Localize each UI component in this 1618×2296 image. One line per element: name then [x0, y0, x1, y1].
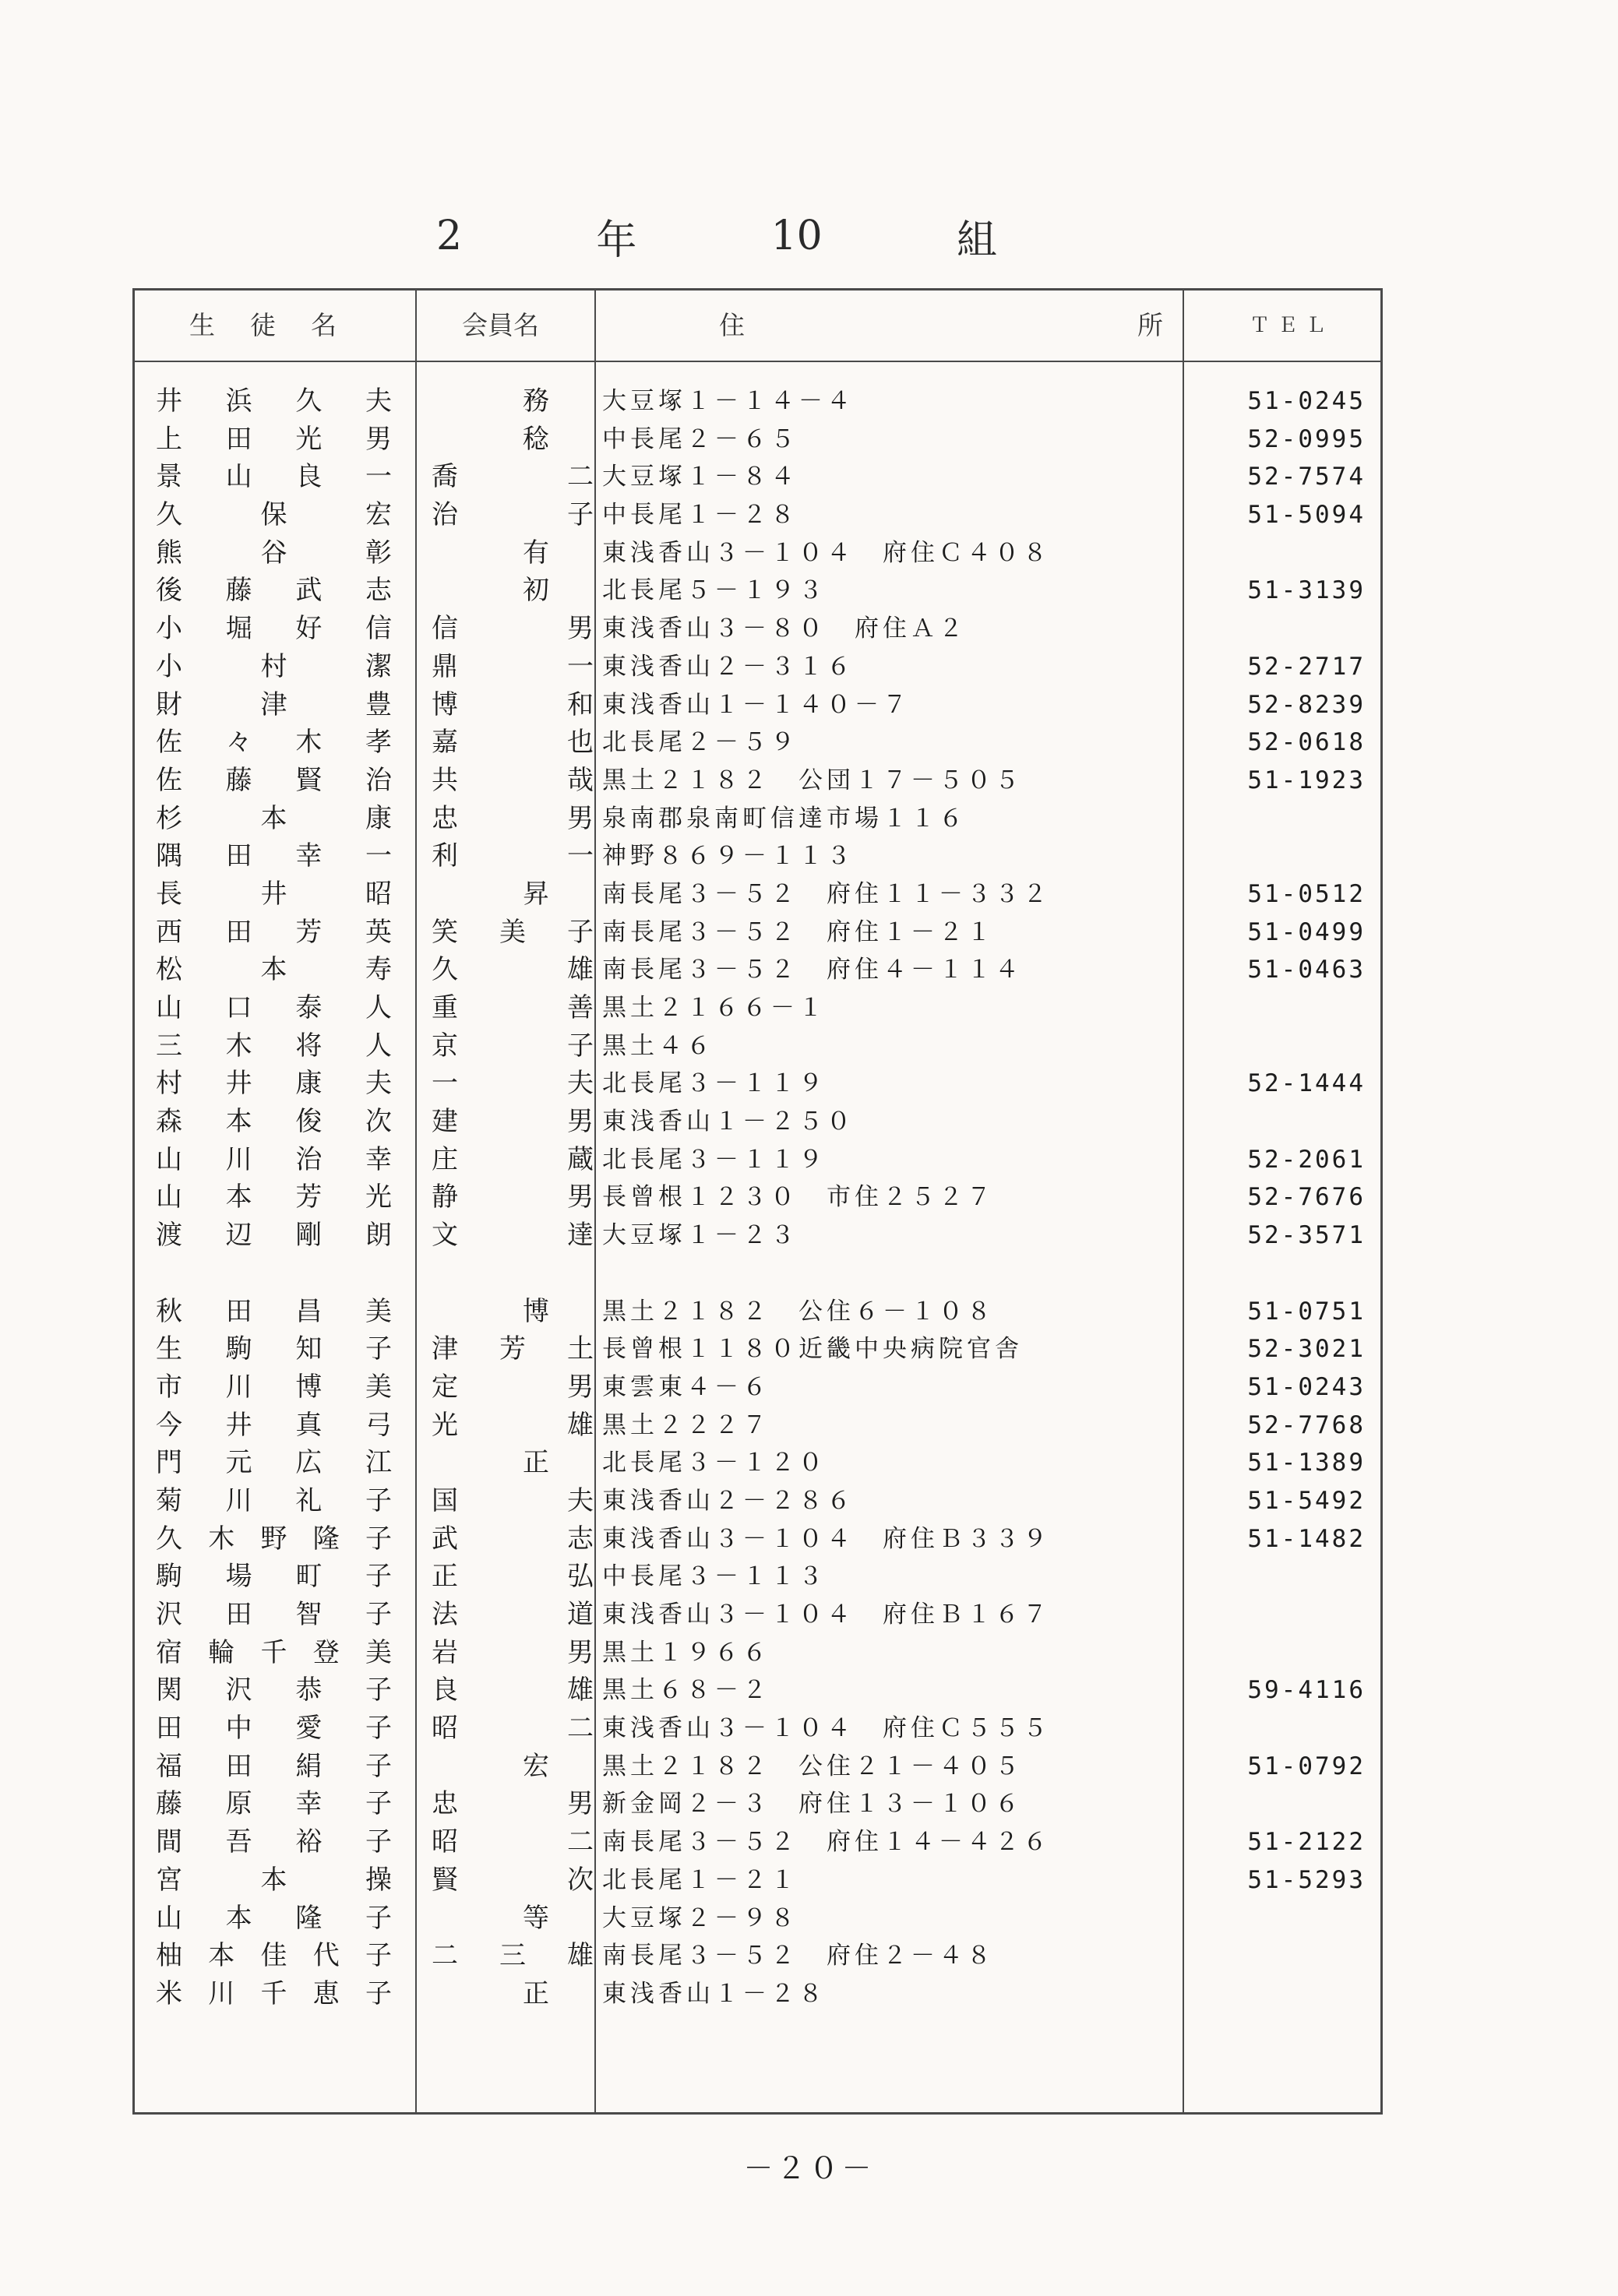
member-name: 初	[523, 575, 549, 607]
address: 東浅香山３－８０ 府住Ａ２	[602, 614, 967, 643]
table-row	[135, 1330, 1380, 1368]
table-row	[135, 458, 1380, 496]
student-name: 関 沢 恭 子	[156, 1674, 392, 1706]
phone-number	[1186, 1558, 1366, 1596]
title-part: 年	[596, 217, 637, 264]
member-name: 昇	[523, 878, 549, 910]
student-name: 佐 々 木 孝	[156, 727, 392, 759]
table-row	[135, 1027, 1380, 1065]
address: 北長尾３－１２０	[602, 1449, 827, 1477]
phone-number: 52-8239	[1247, 690, 1366, 719]
member-name: 正 弘	[432, 1561, 594, 1593]
address: 黒土２２２７	[602, 1410, 770, 1439]
student-name: 市 川 博 美	[156, 1371, 392, 1403]
address: 南長尾３－５２ 府住４－１１４	[602, 956, 1023, 984]
header-member-name: 会員名	[462, 310, 539, 340]
member-name: 務	[523, 386, 549, 417]
member-name: 昭 二	[432, 1713, 594, 1745]
phone-number	[1186, 837, 1366, 875]
phone-number: 51-0243	[1247, 1372, 1366, 1401]
table-row	[135, 951, 1380, 989]
header-address-part: 所	[1137, 310, 1163, 340]
member-name: 嘉 也	[432, 727, 594, 759]
phone-number	[1186, 989, 1366, 1027]
student-name: 村 井 康 夫	[156, 1068, 392, 1100]
phone-number	[1186, 534, 1366, 572]
address: 北長尾３－１１９	[602, 1069, 827, 1098]
member-name: 正	[523, 1447, 549, 1479]
student-name: 景 山 良 一	[156, 461, 392, 493]
student-name: 菊 川 礼 子	[156, 1484, 392, 1516]
page-title	[436, 209, 997, 263]
title-part: 2	[436, 213, 463, 259]
address: 東雲東４－６	[602, 1372, 770, 1401]
table-row	[135, 382, 1380, 421]
address: 中長尾２－６５	[602, 424, 798, 453]
student-name: 山 川 治 幸	[156, 1143, 392, 1175]
address: 北長尾１－２１	[602, 1865, 798, 1894]
student-name: 宮 本 操	[156, 1864, 392, 1896]
address: 南長尾３－５２ 府住２－４８	[602, 1942, 995, 1970]
header-address-part: 住	[719, 310, 745, 340]
member-name: 忠 男	[432, 1788, 594, 1820]
member-name: 国 夫	[432, 1484, 594, 1516]
table-row	[135, 1785, 1380, 1823]
address: 黒土６８－２	[602, 1676, 770, 1705]
phone-number: 52-2061	[1247, 1145, 1366, 1174]
student-name: 長 井 昭	[156, 878, 392, 910]
phone-number: 52-2717	[1247, 652, 1366, 681]
address: 泉南郡泉南町信達市場１１６	[602, 804, 967, 833]
member-name: 喬 二	[432, 461, 594, 493]
table-row	[135, 1975, 1380, 2013]
address: 東浅香山２－３１６	[602, 652, 855, 681]
phone-number	[1186, 1975, 1366, 2013]
table-row	[135, 1748, 1380, 1786]
address: 東浅香山１－２５０	[602, 1108, 855, 1136]
student-name: 松 本 寿	[156, 954, 392, 986]
phone-number: 51-0792	[1247, 1752, 1366, 1780]
phone-number	[1186, 1634, 1366, 1672]
student-name: 久 保 宏	[156, 499, 392, 531]
table-row	[135, 1065, 1380, 1103]
address: 黒土２１６６－１	[602, 994, 827, 1022]
table-row	[135, 1634, 1380, 1672]
phone-number: 51-0512	[1247, 879, 1366, 908]
student-name: 山 本 隆 子	[156, 1902, 392, 1934]
table-row	[135, 800, 1380, 838]
student-name: 渡 辺 剛 朗	[156, 1220, 392, 1252]
member-name: 建 男	[432, 1106, 594, 1138]
phone-number	[1186, 1785, 1366, 1823]
phone-number	[1186, 610, 1366, 648]
table-row	[135, 1293, 1380, 1331]
address: 東浅香山１－１４０－７	[602, 690, 911, 719]
roster-table	[132, 288, 1383, 2115]
address: 南長尾３－５２ 府住１－２１	[602, 917, 995, 946]
phone-number	[1186, 1103, 1366, 1141]
address: 長曾根１１８０近畿中央病院官舎	[602, 1335, 1023, 1364]
address: 北長尾５－１９３	[602, 576, 827, 605]
table-row	[135, 534, 1380, 572]
address: 長曾根１２３０ 市住２５２７	[602, 1183, 995, 1212]
phone-number: 52-0995	[1247, 424, 1366, 453]
student-name: 間 吾 裕 子	[156, 1826, 392, 1858]
table-row	[135, 421, 1380, 459]
phone-number: 51-0499	[1247, 917, 1366, 946]
student-name: 小 村 潔	[156, 650, 392, 682]
student-name: 柚 本 佳 代 子	[156, 1940, 392, 1972]
phone-number: 59-4116	[1247, 1676, 1366, 1705]
member-name: 賢 次	[432, 1864, 594, 1896]
member-name: 鼎 一	[432, 650, 594, 682]
table-row	[135, 1217, 1380, 1255]
member-name: 利 一	[432, 840, 594, 872]
address: 大豆塚１－８４	[602, 463, 798, 491]
table-row	[135, 837, 1380, 875]
address: 東浅香山３－１０４ 府住Ｃ５５５	[602, 1714, 1051, 1743]
member-name: 武 志	[432, 1523, 594, 1555]
phone-number: 52-0618	[1247, 728, 1366, 757]
phone-number: 51-5094	[1247, 501, 1366, 530]
member-name: 静 男	[432, 1181, 594, 1213]
phone-number: 52-7768	[1247, 1410, 1366, 1439]
student-name: 今 井 真 弓	[156, 1409, 392, 1441]
table-row	[135, 1482, 1380, 1520]
phone-number	[1186, 1710, 1366, 1748]
table-row	[135, 1368, 1380, 1407]
phone-number: 51-0463	[1247, 956, 1366, 984]
table-row	[135, 724, 1380, 762]
student-name: 秋 田 昌 美	[156, 1295, 392, 1327]
member-name: 文 達	[432, 1220, 594, 1252]
phone-number: 51-5293	[1247, 1865, 1366, 1894]
member-name: 笑 美 子	[432, 916, 594, 948]
address: 北長尾２－５９	[602, 728, 798, 757]
address: 新金岡２－３ 府住１３－１０６	[602, 1790, 1023, 1819]
member-name: 京 子	[432, 1030, 594, 1062]
phone-number	[1186, 800, 1366, 838]
member-name: 津 芳 土	[432, 1333, 594, 1365]
address: 大豆塚１－２３	[602, 1221, 798, 1250]
table-row	[135, 1141, 1380, 1179]
student-name: 隅 田 幸 一	[156, 840, 392, 872]
table-row	[135, 1520, 1380, 1558]
student-name: 森 本 俊 次	[156, 1106, 392, 1138]
table-row	[135, 989, 1380, 1027]
student-name: 久 木 野 隆 子	[156, 1523, 392, 1555]
table-row	[135, 1444, 1380, 1482]
address: 中長尾１－２８	[602, 501, 798, 530]
table-row	[135, 1823, 1380, 1861]
student-name: 財 津 豊	[156, 688, 392, 720]
address: 東浅香山２－２８６	[602, 1486, 855, 1515]
address: 東浅香山３－１０４ 府住Ｂ１６７	[602, 1601, 1051, 1629]
table-row	[135, 572, 1380, 610]
phone-number: 52-7676	[1247, 1183, 1366, 1212]
phone-number	[1186, 1027, 1366, 1065]
address: 東浅香山３－１０４ 府住Ｂ３３９	[602, 1524, 1051, 1553]
phone-number	[1186, 1937, 1366, 1975]
phone-number: 52-1444	[1247, 1069, 1366, 1098]
phone-number: 51-1482	[1247, 1524, 1366, 1553]
member-name: 良 雄	[432, 1674, 594, 1706]
student-name: 福 田 絹 子	[156, 1750, 392, 1782]
member-name: 重 善	[432, 992, 594, 1023]
table-row	[135, 1558, 1380, 1596]
header-tel: ＴＥＬ	[1249, 314, 1334, 337]
table-row	[135, 1937, 1380, 1975]
phone-number: 52-7574	[1247, 463, 1366, 491]
phone-number: 51-1923	[1247, 766, 1366, 794]
header-address	[719, 298, 1163, 353]
table-row	[135, 1103, 1380, 1141]
member-name: 治 子	[432, 499, 594, 531]
phone-number: 51-0245	[1247, 387, 1366, 415]
table-row	[135, 686, 1380, 724]
member-name: 久 雄	[432, 954, 594, 986]
phone-number: 52-3021	[1247, 1335, 1366, 1364]
phone-number: 51-1389	[1247, 1449, 1366, 1477]
table-row	[135, 1710, 1380, 1748]
phone-number: 51-2122	[1247, 1828, 1366, 1857]
phone-number: 51-5492	[1247, 1486, 1366, 1515]
phone-number	[1186, 1596, 1366, 1634]
student-name: 小 堀 好 信	[156, 613, 392, 645]
phone-number: 51-3139	[1247, 576, 1366, 605]
student-name: 駒 場 町 子	[156, 1561, 392, 1593]
student-name: 藤 原 幸 子	[156, 1788, 392, 1820]
address: 南長尾３－５２ 府住１４－４２６	[602, 1828, 1051, 1857]
address: 東浅香山３－１０４ 府住Ｃ４０８	[602, 538, 1051, 567]
phone-number: 51-0751	[1247, 1297, 1366, 1326]
member-name: 博	[523, 1295, 549, 1327]
address: 大豆塚１－１４－４	[602, 387, 855, 415]
address: 南長尾３－５２ 府住１１－３３２	[602, 879, 1051, 908]
member-name: 昭 二	[432, 1826, 594, 1858]
address: 黒土２１８２ 公住２１－４０５	[602, 1752, 1023, 1780]
student-name: 沢 田 智 子	[156, 1599, 392, 1630]
address: 黒土２１８２ 公住６－１０８	[602, 1297, 995, 1326]
address: 神野８６９－１１３	[602, 842, 855, 871]
table-row	[135, 1861, 1380, 1900]
student-name: 西 田 芳 英	[156, 916, 392, 948]
table-row	[135, 496, 1380, 534]
table-row	[135, 1178, 1380, 1217]
table-row	[135, 1900, 1380, 1938]
member-name: 法 道	[432, 1599, 594, 1630]
student-name: 三 木 将 人	[156, 1030, 392, 1062]
member-name: 岩 男	[432, 1636, 594, 1668]
member-name: 共 哉	[432, 764, 594, 796]
member-name: 博 和	[432, 688, 594, 720]
student-name: 上 田 光 男	[156, 423, 392, 455]
member-name: 忠 男	[432, 802, 594, 834]
student-name: 生 駒 知 子	[156, 1333, 392, 1365]
student-name: 田 中 愛 子	[156, 1713, 392, 1745]
title-part: 10	[770, 213, 823, 259]
address: 黒土２１８２ 公団１７－５０５	[602, 766, 1023, 794]
table-row	[135, 1596, 1380, 1634]
member-name: 光 雄	[432, 1409, 594, 1441]
page-number: －２０－	[743, 2151, 875, 2185]
table-row	[135, 648, 1380, 686]
roster-rows	[135, 382, 1380, 2013]
table-row	[135, 914, 1380, 952]
header-divider	[135, 361, 1380, 362]
member-name: 等	[523, 1902, 549, 1934]
member-name: 庄 蔵	[432, 1143, 594, 1175]
student-name: 熊 谷 彰	[156, 537, 392, 569]
address: 大豆塚２－９８	[602, 1903, 798, 1932]
member-name: 稔	[523, 423, 549, 455]
member-name: 二 三 雄	[432, 1940, 594, 1972]
student-name: 山 本 芳 光	[156, 1181, 392, 1213]
student-name: 井 浜 久 夫	[156, 386, 392, 417]
member-name: 定 男	[432, 1371, 594, 1403]
table-row	[135, 610, 1380, 648]
phone-number	[1186, 1900, 1366, 1938]
student-name: 佐 藤 賢 治	[156, 764, 392, 796]
phone-number: 52-3571	[1247, 1221, 1366, 1250]
student-name: 宿 輪 千 登 美	[156, 1636, 392, 1668]
address: 黒土４６	[602, 1031, 714, 1060]
table-row	[135, 1407, 1380, 1445]
member-name: 有	[523, 537, 549, 569]
table-row	[135, 875, 1380, 914]
member-name: 一 夫	[432, 1068, 594, 1100]
student-name: 後 藤 武 志	[156, 575, 392, 607]
table-row	[135, 762, 1380, 800]
student-name: 米 川 千 恵 子	[156, 1977, 392, 2009]
student-name: 杉 本 康	[156, 802, 392, 834]
student-name: 山 口 泰 人	[156, 992, 392, 1023]
address: 中長尾３－１１３	[602, 1562, 827, 1591]
address: 東浅香山１－２８	[602, 1979, 827, 2008]
address: 北長尾３－１１９	[602, 1145, 827, 1174]
student-name: 門 元 広 江	[156, 1447, 392, 1479]
title-part: 組	[956, 217, 997, 264]
member-name: 宏	[523, 1750, 549, 1782]
header-student-name: 生 徒 名	[189, 310, 341, 340]
member-name: 正	[523, 1977, 549, 2009]
table-row	[135, 1671, 1380, 1710]
member-name: 信 男	[432, 613, 594, 645]
address: 黒土１９６６	[602, 1638, 770, 1667]
